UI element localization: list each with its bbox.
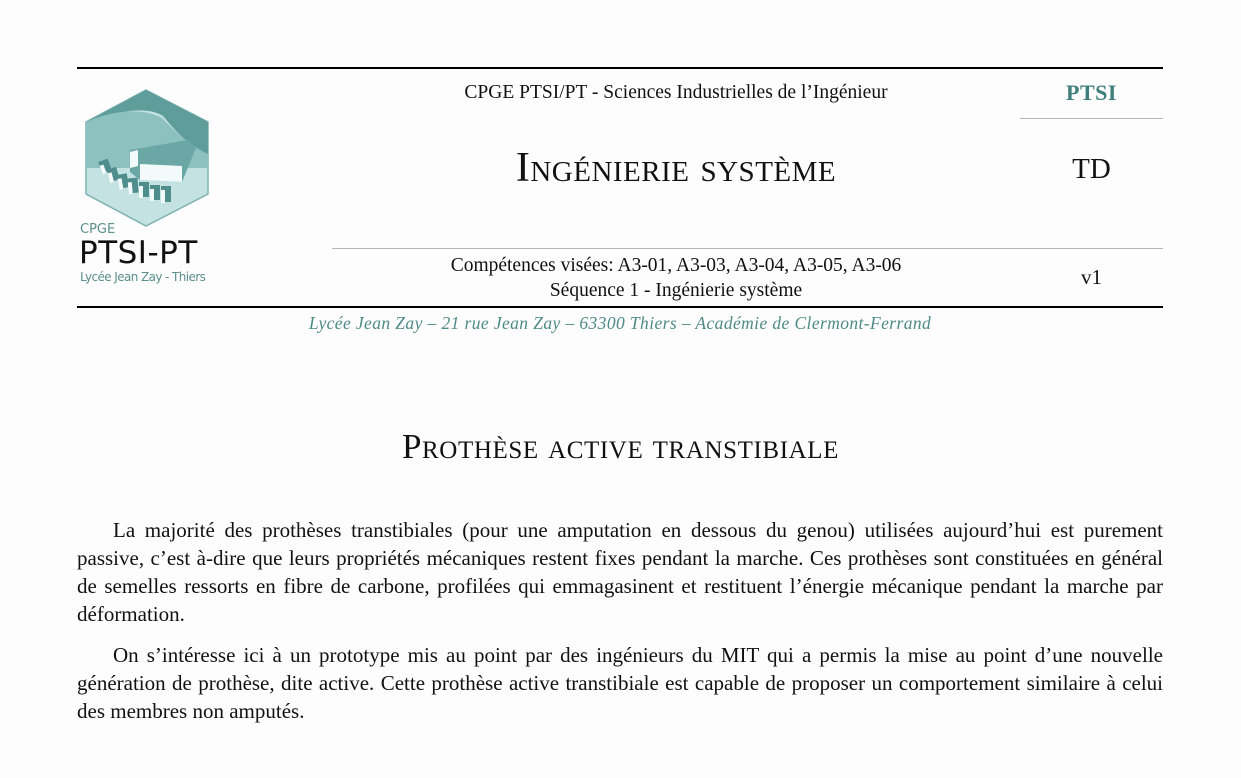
competences-divider: [332, 248, 1163, 249]
logo-school-text: Lycée Jean Zay - Thiers: [80, 270, 206, 284]
header-bottom-rule: [77, 306, 1163, 308]
paragraph: On s’intéresse ici à un prototype mis au point par des ingénieurs du MIT qui a permis la mise au point d’une nouvelle génération de prothèse, dite active. Cette prothèse active transtibiale est capable de proposer un comportement similaire à celui des membres non amputés.: [77, 643, 1163, 723]
logo-main-text: PTSI-PT: [79, 235, 198, 271]
class-label: PTSI: [1066, 80, 1117, 105]
sequence-text: Séquence 1 - Ingénierie système: [549, 280, 803, 301]
doc-type-label: TD: [1072, 153, 1111, 185]
document-title: Prothèse active transtibiale: [401, 427, 840, 466]
course-line: CPGE PTSI/PT - Sciences Industrielles de l’Ingénieur: [464, 82, 888, 103]
school-address: Lycée Jean Zay – 21 rue Jean Zay – 63300 Thiers – Académie de Clermont-Ferrand: [308, 313, 932, 333]
header-top-rule: [77, 67, 1163, 69]
competences-block: [332, 253, 1020, 303]
header-title: Ingénierie système: [515, 145, 837, 191]
class-label-divider: [1020, 118, 1163, 119]
paragraph: La majorité des prothèses transtibiales (pour une amputation en dessous du genou) utilisées aujourd’hui est purement passive, c’est à-dire que leurs propriétés mécaniques restent fixes pendant la marche. Ces prothèses sont constituées en général de semelles ressorts en fibre de carbone, profilées qui emmagasinent et restituent l’énergie mécanique pendant la marche par déformation.: [77, 518, 1163, 626]
hexagon-school-logo-icon: [78, 88, 218, 228]
logo-cpge-text: CPGE: [80, 222, 116, 237]
competences-text: Compétences visées: A3-01, A3-03, A3-04, A3-05, A3-06: [450, 255, 902, 276]
version-label: v1: [1081, 265, 1102, 289]
